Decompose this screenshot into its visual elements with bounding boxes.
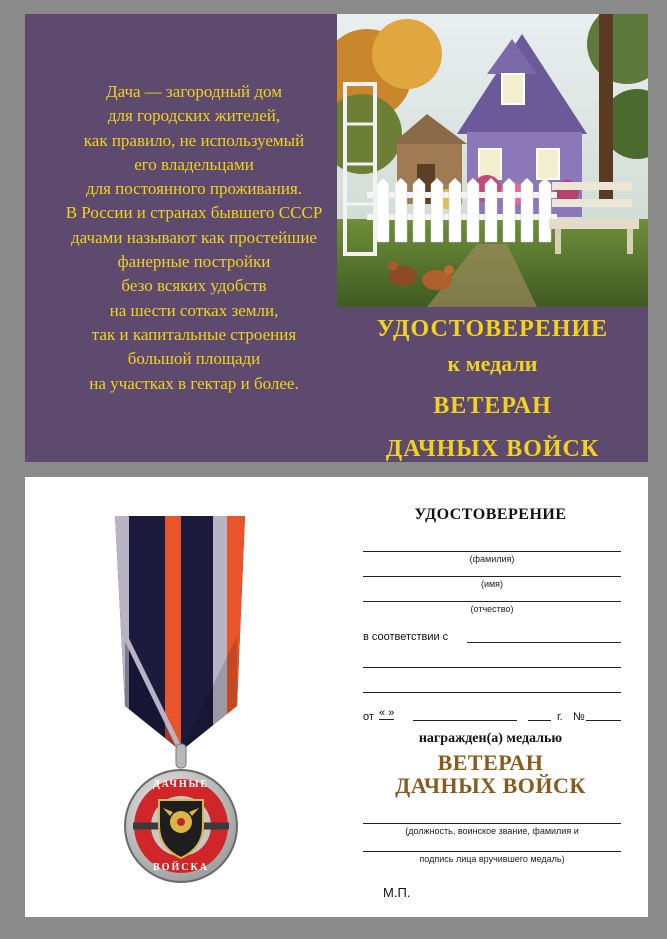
definition-line: для постоянного проживания. bbox=[85, 179, 303, 199]
form-medal-name bbox=[363, 751, 618, 797]
year-label: г. bbox=[557, 711, 563, 723]
extra-line-1[interactable] bbox=[363, 667, 621, 668]
according-label: в соответствии с bbox=[363, 631, 449, 643]
definition-line: безо всяких удобств bbox=[121, 276, 267, 296]
date-year-line[interactable] bbox=[528, 720, 551, 721]
number-line[interactable] bbox=[586, 720, 621, 721]
medal-ring-text-top: ДАЧНЫЕ bbox=[152, 779, 210, 790]
cover-title-block bbox=[337, 314, 648, 463]
certificate-inner-sheet bbox=[25, 477, 648, 917]
certificate-cover bbox=[25, 14, 648, 462]
according-line[interactable] bbox=[467, 642, 621, 643]
cover-subtitle: к медали bbox=[447, 351, 538, 376]
definition-line: так и капитальные строения bbox=[91, 324, 297, 344]
awarded-label: награжден(а) медалью bbox=[418, 731, 563, 746]
dacha-definition bbox=[25, 80, 363, 396]
date-from-label: от bbox=[363, 711, 374, 723]
date-day-field[interactable]: « » bbox=[379, 707, 395, 719]
definition-line: дачами называют как простейшие bbox=[71, 227, 317, 247]
position-caption: (должность, воинское звание, фамилия и bbox=[405, 826, 579, 836]
extra-line-2[interactable] bbox=[363, 692, 621, 693]
number-label: № bbox=[573, 711, 585, 723]
medal-ring-text-bottom: ВОЙСКА bbox=[153, 862, 209, 873]
cottage-painting bbox=[337, 14, 648, 307]
definition-line: его владельцами bbox=[134, 154, 254, 174]
position-line[interactable] bbox=[363, 823, 621, 824]
surname-line[interactable] bbox=[363, 551, 621, 552]
definition-line: на участках в гектар и более. bbox=[89, 373, 299, 393]
name-caption: (имя) bbox=[480, 579, 504, 589]
name-line[interactable] bbox=[363, 576, 621, 577]
signature-caption: подпись лица вручившего медаль) bbox=[419, 854, 565, 864]
form-medal-line1: ВЕТЕРАН bbox=[437, 750, 544, 775]
definition-line: Дача — загородный дом bbox=[106, 82, 282, 101]
certificate-form bbox=[25, 477, 648, 917]
definition-line: фанерные постройки bbox=[117, 252, 271, 272]
definition-line: на шести сотках земли, bbox=[109, 300, 279, 320]
form-medal-line2: ДАЧНЫХ ВОЙСК bbox=[395, 773, 586, 798]
patronymic-caption: (отчество) bbox=[470, 604, 514, 614]
surname-caption: (фамилия) bbox=[469, 554, 515, 564]
cover-medal-line1: ВЕТЕРАН bbox=[433, 393, 552, 419]
form-title: УДОСТОВЕРЕНИЕ bbox=[414, 506, 567, 523]
seal-label: М.П. bbox=[383, 885, 411, 900]
cover-title: УДОСТОВЕРЕНИЕ bbox=[376, 316, 609, 342]
cover-medal-line2: ДАЧНЫХ ВОЙСК bbox=[385, 436, 600, 462]
date-month-line[interactable] bbox=[413, 720, 517, 721]
signature-line[interactable] bbox=[363, 851, 621, 852]
definition-line: большой площади bbox=[127, 349, 261, 369]
definition-line: как правило, не используемый bbox=[83, 130, 305, 150]
definition-line: для городских жителей, bbox=[107, 106, 281, 126]
patronymic-line[interactable] bbox=[363, 601, 621, 602]
definition-line: В России и странах бывшего СССР bbox=[65, 203, 323, 223]
